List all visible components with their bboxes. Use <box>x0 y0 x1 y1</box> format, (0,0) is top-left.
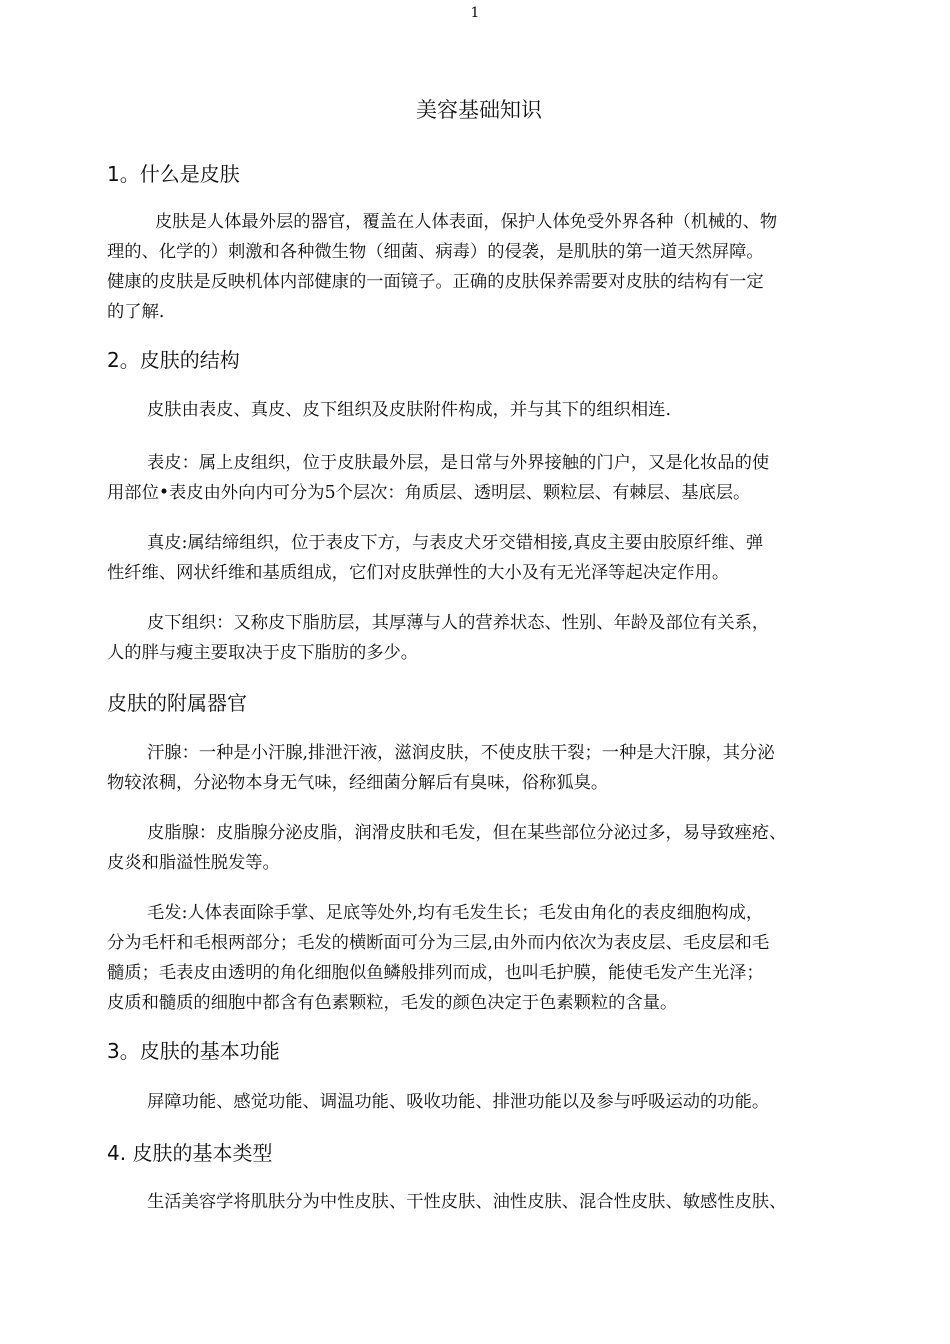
paragraph-line: 人的胖与瘦主要取决于皮下脂肪的多少。 <box>107 643 419 663</box>
section-heading-skin-structure: 2。皮肤的结构 <box>107 348 240 372</box>
paragraph-skin-functions <box>107 1087 852 1117</box>
paragraph-sweat-glands <box>107 738 852 798</box>
paragraph-line: 屏障功能、感觉功能、调温功能、吸收功能、排泄功能以及参与呼吸运动的功能。 <box>147 1092 770 1112</box>
paragraph-line: 健康的皮肤是反映机体内部健康的一面镜子。正确的皮肤保养需要对皮肤的结构有一定 <box>107 272 764 292</box>
section-heading-skin-functions: 3。皮肤的基本功能 <box>107 1039 280 1063</box>
paragraph-line: 皮炎和脂溢性脱发等。 <box>107 853 280 873</box>
paragraph-skin-types <box>107 1187 852 1217</box>
paragraph-line: 物较浓稠，分泌物本身无气味，经细菌分解后有臭味，俗称狐臭。 <box>107 773 609 793</box>
paragraph-dermis <box>107 528 852 588</box>
paragraph-line: 理的、化学的）刺激和各种微生物（细菌、病毒）的侵袭，是肌肤的第一道天然屏障。 <box>107 242 764 262</box>
paragraph-line: 皮肤是人体最外层的器官，覆盖在人体表面，保护人体免受外界各种（机械的、物 <box>155 212 778 232</box>
paragraph-line: 毛发:人体表面除手掌、足底等处外,均有毛发生长；毛发由角化的表皮细胞构成， <box>147 903 764 923</box>
paragraph-sebaceous-glands <box>107 818 852 878</box>
paragraph-epidermis <box>107 448 852 508</box>
paragraph-line: 髓质；毛表皮由透明的角化细胞似鱼鳞般排列而成，也叫毛护膜，能使毛发产生光泽； <box>107 963 764 983</box>
paragraph-line: 性纤维、网状纤维和基质组成，它们对皮肤弹性的大小及有无光泽等起决定作用。 <box>107 563 730 583</box>
paragraph-line: 分为毛杆和毛根两部分；毛发的横断面可分为三层,由外而内依次为表皮层、毛皮层和毛 <box>107 933 770 953</box>
paragraph-line: 皮下组织：又称皮下脂肪层，其厚薄与人的营养状态、性别、年龄及部位有关系， <box>147 613 770 633</box>
paragraph-line: 的了解. <box>107 302 165 322</box>
page-number: 1 <box>470 5 480 21</box>
section-heading-what-is-skin: 1。什么是皮肤 <box>107 162 240 186</box>
document-title: 美容基础知识 <box>416 98 542 122</box>
paragraph-line: 真皮:属结缔组织，位于表皮下方，与表皮犬牙交错相接,真皮主要由胶原纤维、弹 <box>147 533 764 553</box>
paragraph-line: 汗腺：一种是小汗腺,排泄汗液，滋润皮肤，不使皮肤干裂；一种是大汗腺，其分泌 <box>147 743 775 763</box>
paragraph-line: 生活美容学将肌肤分为中性皮肤、干性皮肤、油性皮肤、混合性皮肤、敏感性皮肤、 <box>147 1192 787 1212</box>
paragraph-line: 用部位•表皮由外向内可分为5个层次：角质层、透明层、颗粒层、有棘层、基底层。 <box>107 483 751 503</box>
paragraph-line: 皮质和髓质的细胞中都含有色素颗粒，毛发的颜色决定于色素颗粒的含量。 <box>107 993 678 1013</box>
paragraph-skin-definition <box>107 207 852 327</box>
paragraph-subcutaneous <box>107 608 852 668</box>
section-heading-skin-types: 4. 皮肤的基本类型 <box>107 1141 273 1165</box>
paragraph-skin-composition <box>107 395 852 425</box>
section-heading-skin-appendages: 皮肤的附属器官 <box>107 691 247 715</box>
paragraph-hair <box>107 898 852 1018</box>
paragraph-line: 皮肤由表皮、真皮、皮下组织及皮肤附件构成，并与其下的组织相连. <box>147 400 671 420</box>
paragraph-line: 皮脂腺：皮脂腺分泌皮脂，润滑皮肤和毛发，但在某些部位分泌过多，易导致痤疮、 <box>147 823 787 843</box>
paragraph-line: 表皮：属上皮组织，位于皮肤最外层，是日常与外界接触的门户，又是化妆品的使 <box>147 453 770 473</box>
